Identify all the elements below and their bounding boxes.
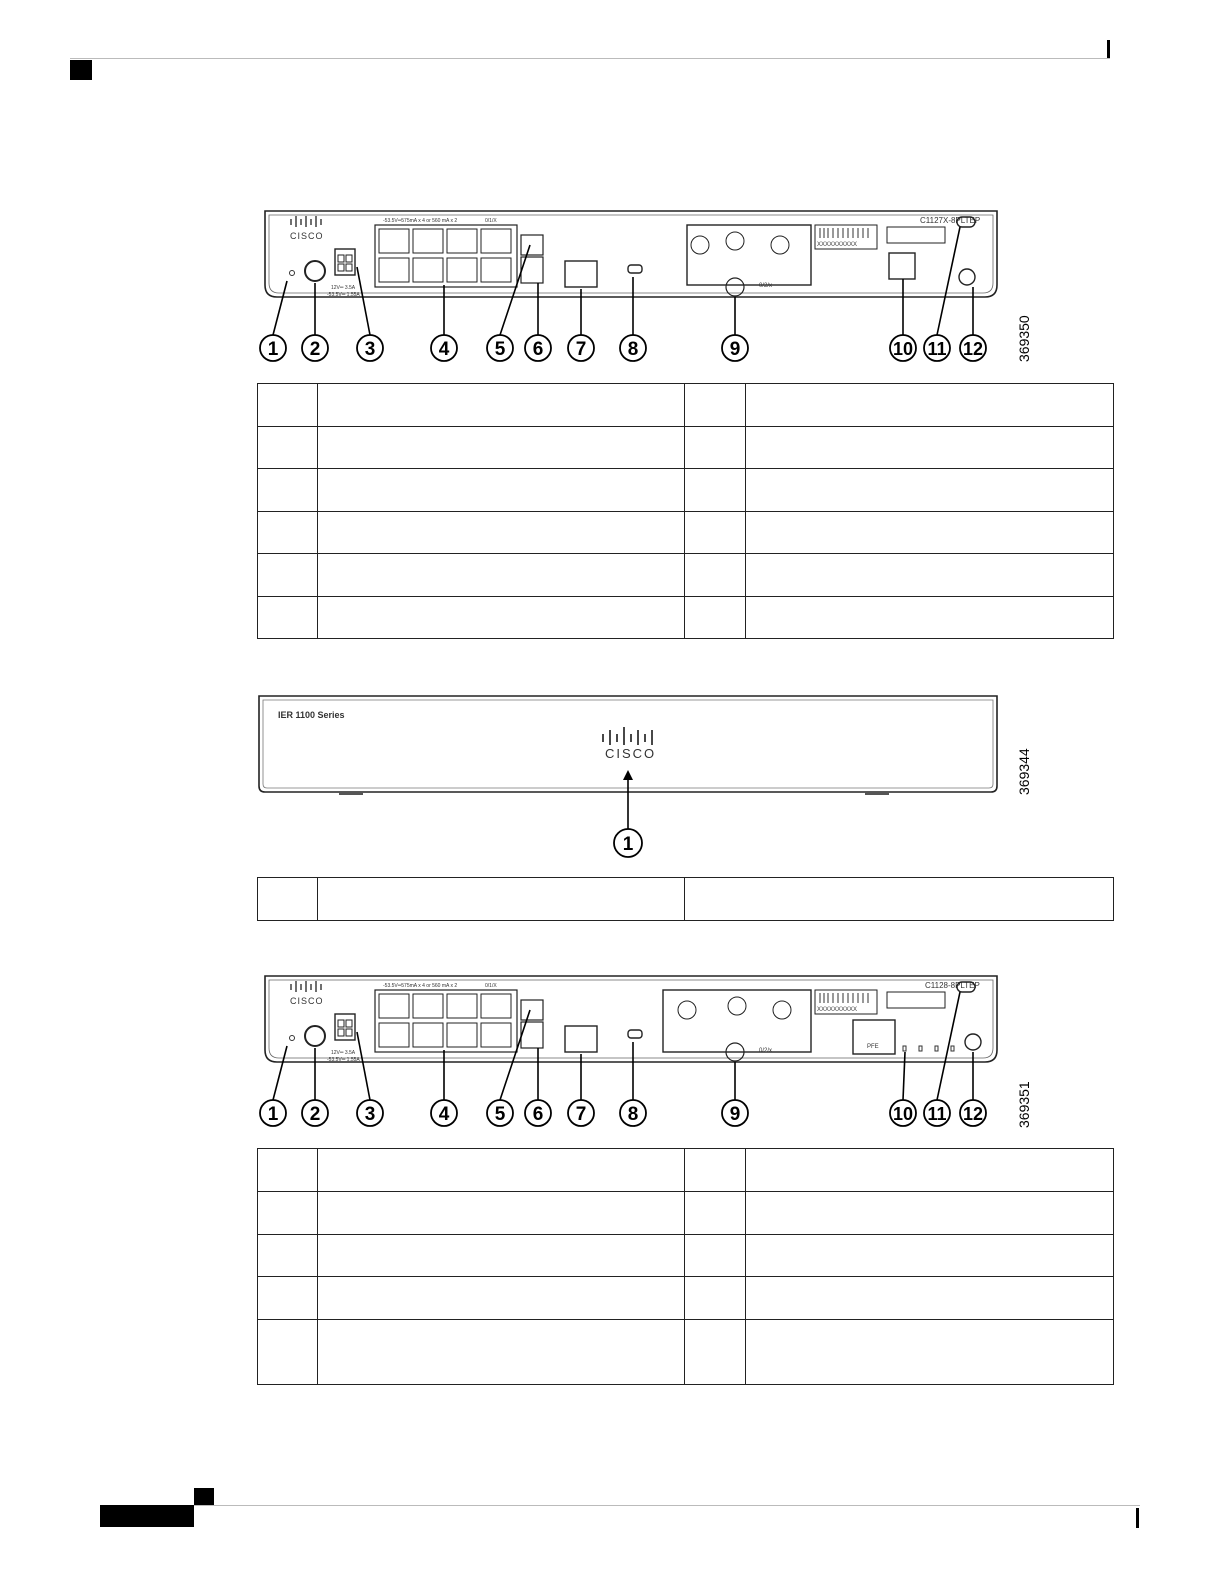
svg-text:6: 6 <box>532 339 544 360</box>
header-right-marker <box>1107 40 1110 58</box>
table-row <box>258 384 1114 427</box>
header-marker <box>70 60 92 80</box>
figure-3-legend-table <box>257 1148 1114 1385</box>
svg-text:4: 4 <box>438 339 450 360</box>
svg-text:1: 1 <box>267 1104 279 1125</box>
svg-text:9: 9 <box>729 1104 741 1125</box>
serial-label: XXXXXXXXXX <box>817 242 858 248</box>
svg-text:3: 3 <box>364 339 376 360</box>
svg-text:10: 10 <box>892 1104 914 1124</box>
figure-1-router-rear-panel <box>255 205 1015 380</box>
table-row <box>258 469 1114 512</box>
table-row <box>258 1235 1114 1277</box>
series-label: IER 1100 Series <box>278 710 345 720</box>
power-spec-2: -53.5V═ 1.55A <box>327 292 360 298</box>
callout-10 <box>890 335 916 361</box>
model-label: C1128-8PLTEP <box>925 981 980 990</box>
port-spec: -53.5V═575mA x 4 or 560 mA x 2 <box>383 218 458 224</box>
callout-8 <box>620 335 646 361</box>
callout-6 <box>525 335 551 361</box>
svg-text:8: 8 <box>627 339 639 360</box>
footer-right-marker <box>1136 1508 1139 1528</box>
svg-text:3: 3 <box>364 1104 376 1125</box>
svg-text:CISCO: CISCO <box>290 996 324 1006</box>
footer-marker <box>194 1488 214 1505</box>
table-row <box>258 554 1114 597</box>
svg-text:5: 5 <box>494 339 506 360</box>
svg-text:2: 2 <box>309 1104 321 1125</box>
power-spec-2: -53.5V═ 1.55A <box>327 1057 360 1063</box>
figure-2-router-front-panel <box>255 690 1015 865</box>
svg-text:4: 4 <box>438 1104 450 1125</box>
svg-text:11: 11 <box>927 1104 947 1124</box>
callout-1 <box>260 1100 286 1126</box>
footer-rule <box>100 1505 1140 1506</box>
table-row <box>258 512 1114 554</box>
module-label: 0/2/x <box>759 283 773 289</box>
cisco-logo <box>291 216 321 227</box>
table-row <box>258 1277 1114 1320</box>
figure-1-id: 369350 <box>1016 315 1032 362</box>
svg-text:5: 5 <box>494 1104 506 1125</box>
callout-5 <box>487 1100 513 1126</box>
table-row <box>258 1192 1114 1235</box>
callout-1 <box>614 829 642 857</box>
callout-1 <box>260 335 286 361</box>
figure-3-router-rear-panel <box>255 970 1015 1145</box>
callout-6 <box>525 1100 551 1126</box>
svg-text:7: 7 <box>575 1104 587 1125</box>
callout-12 <box>960 1100 986 1126</box>
svg-text:9: 9 <box>729 339 741 360</box>
svg-text:11: 11 <box>927 339 947 359</box>
power-spec-1: 12V═ 3.5A <box>331 1050 356 1056</box>
callout-11 <box>924 1100 950 1126</box>
callout-3 <box>357 335 383 361</box>
table-row <box>258 597 1114 639</box>
svg-text:8: 8 <box>627 1104 639 1125</box>
callout-7 <box>568 335 594 361</box>
callout-2 <box>302 1100 328 1126</box>
cisco-logo <box>291 981 321 992</box>
callout-8 <box>620 1100 646 1126</box>
table-row <box>258 1149 1114 1192</box>
svg-text:2: 2 <box>309 339 321 360</box>
callout-11 <box>924 335 950 361</box>
svg-text:1: 1 <box>622 834 634 855</box>
figure-3-id: 369351 <box>1016 1081 1032 1128</box>
svg-text:1: 1 <box>267 339 279 360</box>
callout-5 <box>487 335 513 361</box>
svg-text:CISCO: CISCO <box>290 231 324 241</box>
callout-7 <box>568 1100 594 1126</box>
power-spec-1: 12V═ 3.5A <box>331 285 356 291</box>
slot-label: 0/1/X <box>485 218 497 224</box>
figure-2-legend-table <box>257 877 1114 921</box>
callout-4 <box>431 335 457 361</box>
svg-text:12: 12 <box>962 1104 984 1124</box>
svg-text:10: 10 <box>892 339 914 359</box>
table-row <box>258 1320 1114 1385</box>
callout-10 <box>890 1100 916 1126</box>
serial-label: XXXXXXXXXX <box>817 1007 858 1013</box>
svg-text:CISCO: CISCO <box>605 746 657 761</box>
callout-9 <box>722 1100 748 1126</box>
table-row <box>258 427 1114 469</box>
footer-page-block <box>100 1505 194 1527</box>
model-label: C1127X-8PLTEP <box>920 216 981 225</box>
callout-9 <box>722 335 748 361</box>
table-row <box>258 878 1114 921</box>
module-label: 0/2/x <box>759 1048 773 1054</box>
pfe-label: PFE <box>867 1044 879 1050</box>
figure-2-id: 369344 <box>1016 748 1032 795</box>
svg-text:7: 7 <box>575 339 587 360</box>
svg-text:6: 6 <box>532 1104 544 1125</box>
header-rule <box>70 58 1110 59</box>
figure-1-legend-table <box>257 383 1114 639</box>
callout-3 <box>357 1100 383 1126</box>
callout-2 <box>302 335 328 361</box>
svg-text:12: 12 <box>962 339 984 359</box>
callout-4 <box>431 1100 457 1126</box>
port-spec: -53.5V═575mA x 4 or 560 mA x 2 <box>383 983 458 989</box>
slot-label: 0/1/X <box>485 983 497 989</box>
callout-12 <box>960 335 986 361</box>
